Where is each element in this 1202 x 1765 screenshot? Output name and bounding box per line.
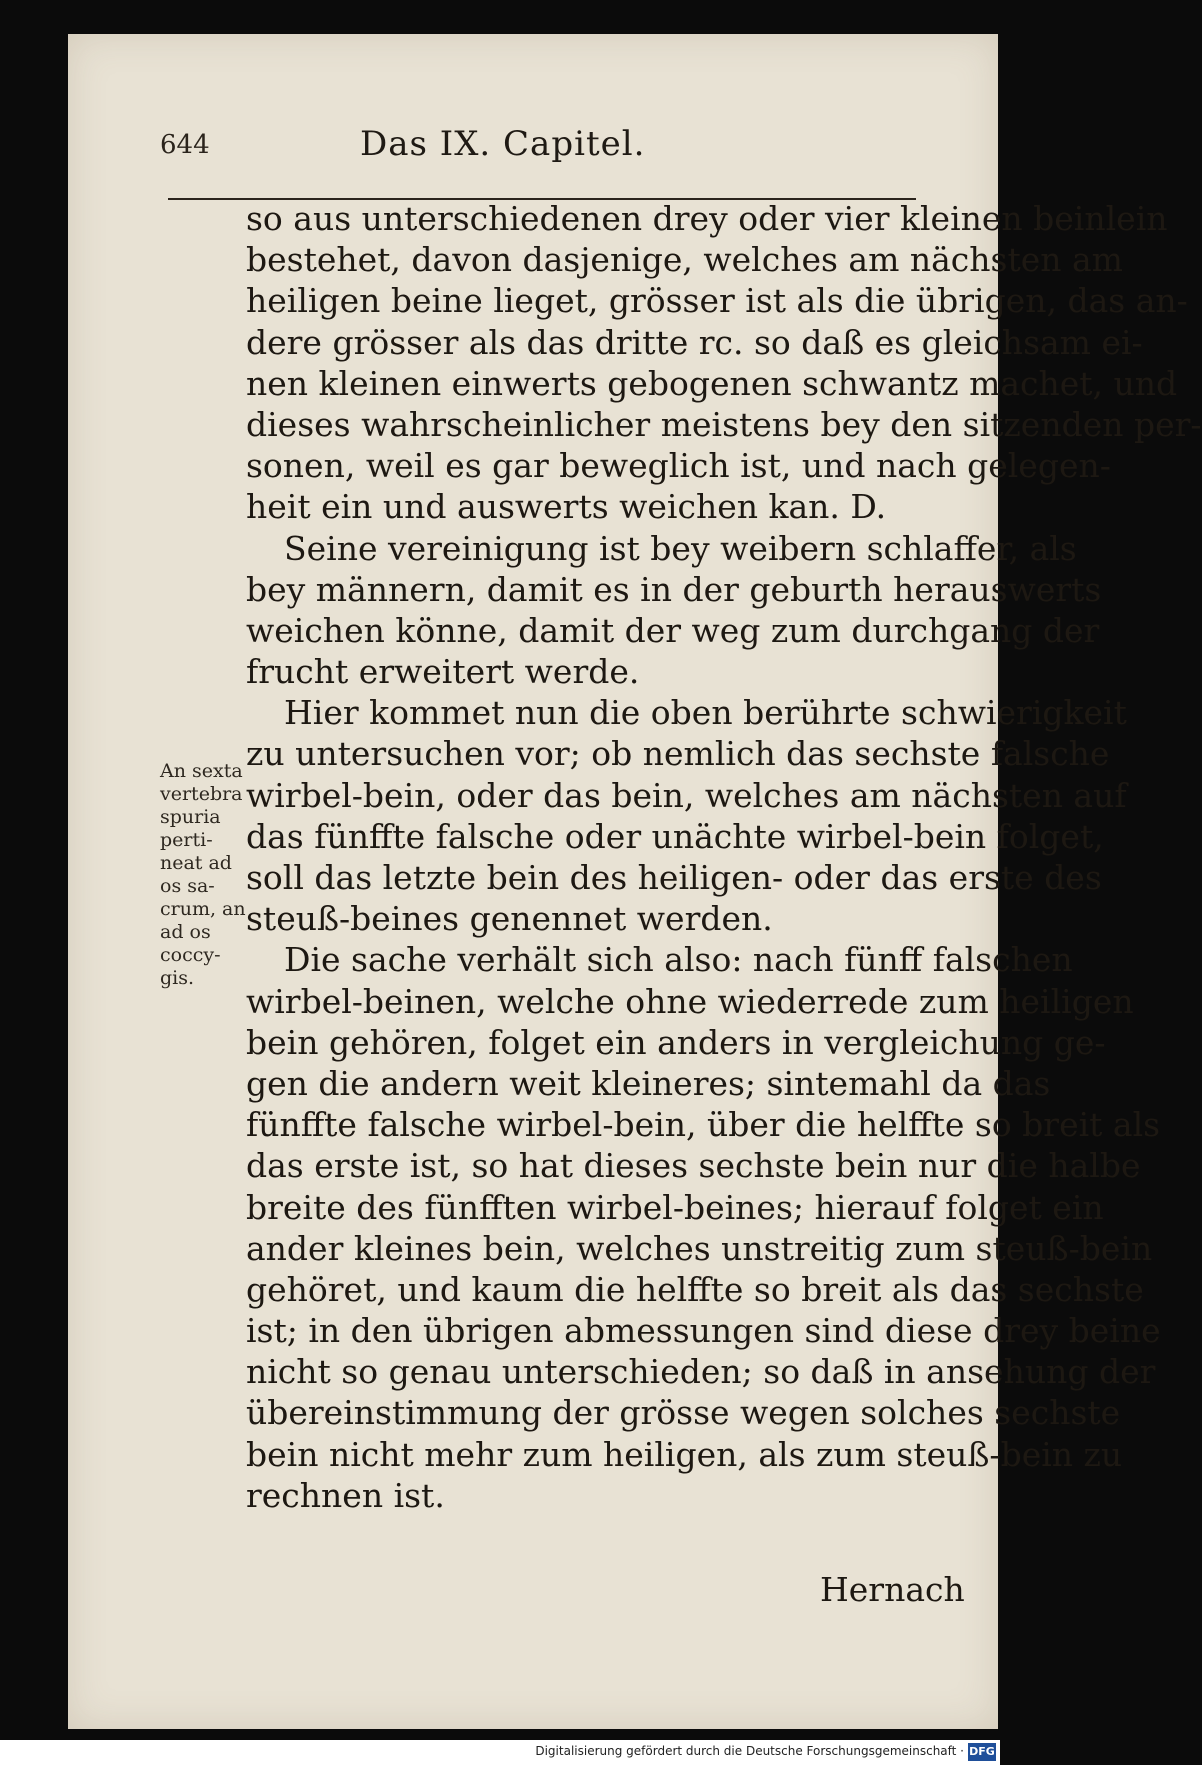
text-line: wirbel-bein, oder das bein, welches am nächsten auf: [246, 775, 1127, 815]
margin-note-line: An sexta: [160, 760, 243, 782]
page-header: [160, 124, 920, 170]
margin-note-line: neat ad: [160, 852, 232, 874]
text-line: so aus unterschiedenen drey oder vier kleinen beinlein: [246, 199, 1168, 238]
page-number: 644: [160, 130, 210, 160]
text-line: Seine vereinigung ist bey weibern schlaffer, als: [284, 528, 1077, 568]
dfg-logo: DFG: [968, 1743, 996, 1761]
margin-note-line: gis.: [160, 967, 195, 989]
catchword: Hernach: [820, 1570, 965, 1609]
text-line: dere grösser als das dritte rc. so daß es gleichsam ei-: [246, 322, 1143, 362]
margin-note-line: vertebra: [160, 783, 243, 805]
text-line: zu untersuchen vor; ob nemlich das sechste falsche: [246, 734, 1110, 774]
text-line: nicht so genau unterschieden; so daß in ansehung der: [246, 1352, 1156, 1392]
text-line: Die sache verhält sich also: nach fünff falschen: [284, 940, 1073, 980]
footer-bar: [0, 1740, 1000, 1765]
text-line: breite des fünfften wirbel-beines; hierauf folget ein: [246, 1187, 1104, 1227]
margin-note-line: spuria: [160, 806, 221, 828]
text-line: bein nicht mehr zum heiligen, als zum steuß-bein zu: [246, 1434, 1123, 1474]
margin-note-line: os sa-: [160, 875, 215, 897]
body-text: [246, 198, 1202, 1516]
text-line: das erste ist, so hat dieses sechste bein nur die halbe: [246, 1146, 1141, 1186]
text-line: heit ein und auswerts weichen kan. D.: [246, 487, 887, 527]
text-line: das fünffte falsche oder unächte wirbel-bein folget,: [246, 816, 1104, 856]
margin-note-line: crum, an: [160, 898, 246, 920]
text-line: gen die andern weit kleineres; sintemahl da das: [246, 1063, 1051, 1103]
margin-note-line: ad os: [160, 921, 211, 943]
text-line: dieses wahrscheinlicher meistens bey den sitzenden per-: [246, 404, 1202, 444]
text-line: übereinstimmung der grösse wegen solches sechste: [246, 1393, 1121, 1433]
text-line: soll das letzte bein des heiligen- oder das erste des: [246, 858, 1102, 897]
text-line: nen kleinen einwerts gebogenen schwantz machet, und: [246, 363, 1178, 403]
funding-notice: Digitalisierung gefördert durch die Deutsche Forschungsgemeinschaft ·: [535, 1744, 964, 1758]
text-line: weichen könne, damit der weg zum durchgang der: [246, 610, 1100, 650]
text-line: bein gehören, folget ein anders in vergleichung ge-: [246, 1022, 1106, 1062]
text-line: frucht erweitert werde.: [246, 652, 640, 692]
text-line: Hier kommet nun die oben berührte schwierigkeit: [284, 693, 1127, 733]
text-line: fünffte falsche wirbel-bein, über die helffte so breit als: [246, 1105, 1161, 1145]
margin-note-line: coccy-: [160, 944, 221, 966]
running-title: Das IX. Capitel.: [360, 124, 646, 164]
text-line: bestehet, davon dasjenige, welches am nächsten am: [246, 240, 1123, 280]
text-line: heiligen beine lieget, grösser ist als die übrigen, das an-: [246, 281, 1188, 321]
text-line: rechnen ist.: [246, 1475, 445, 1515]
text-line: ander kleines bein, welches unstreitig zum steuß-bein: [246, 1228, 1153, 1268]
margin-note-line: perti-: [160, 829, 213, 851]
text-line: steuß-beines genennet werden.: [246, 899, 773, 939]
text-line: wirbel-beinen, welche ohne wiederrede zum heiligen: [246, 981, 1134, 1021]
text-line: sonen, weil es gar beweglich ist, und nach gelegen-: [246, 446, 1111, 486]
text-line: bey männern, damit es in der geburth herauswerts: [246, 569, 1102, 609]
margin-note: [160, 760, 245, 990]
text-line: ist; in den übrigen abmessungen sind diese drey beine: [246, 1311, 1161, 1351]
text-line: gehöret, und kaum die helffte so breit als das sechste: [246, 1269, 1144, 1309]
